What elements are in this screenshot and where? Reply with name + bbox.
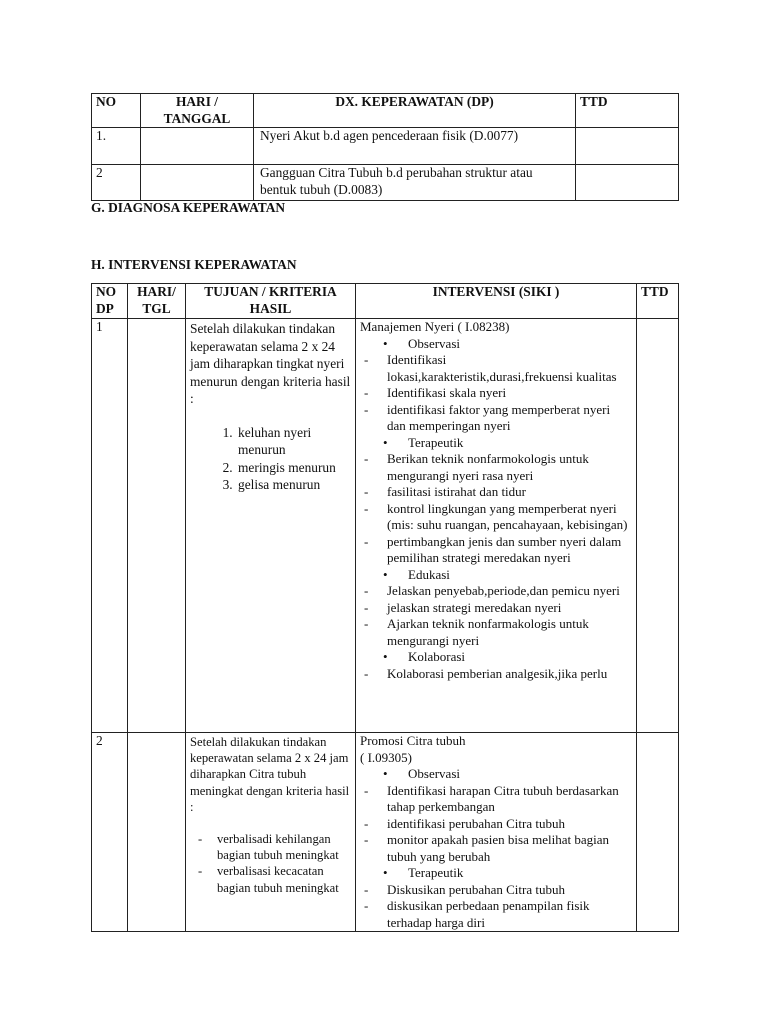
list-item: - identifikasi perubahan Citra tubuh xyxy=(364,815,565,831)
header-dx: DX. KEPERAWATAN (DP) xyxy=(254,94,576,128)
header-no: NO xyxy=(92,94,141,128)
category-heading: • Kolaborasi xyxy=(383,649,466,664)
bullet-icon: • xyxy=(383,865,388,880)
criteria-list xyxy=(190,424,351,494)
list-item: - Identifikasi harapan Citra tubuh berdasarkan tahap perkembangan xyxy=(364,782,619,814)
row-sign xyxy=(637,319,679,733)
intervention-cell xyxy=(356,733,637,932)
category-heading: • Observasi xyxy=(383,335,460,351)
goal-intro: Setelah dilakukan tindakan keperawatan selama 2 x 24 jam diharapkan Citra tubuh meningkat dengan kriteria hasil : xyxy=(190,735,350,814)
header-day-date: HARI/ TGL xyxy=(128,284,186,319)
row-day xyxy=(141,128,254,165)
list-item: - verbalisasi kecacatan bagian tubuh meningkat xyxy=(190,863,351,895)
intervention-code: ( I.09305) xyxy=(360,749,412,765)
intervention-title: Promosi Citra tubuh xyxy=(360,733,466,748)
intervention-table-header xyxy=(92,284,679,319)
bullet-icon: • xyxy=(383,649,388,664)
category-heading: • Terapeutik xyxy=(383,434,464,450)
list-item: - Kolaborasi pemberian analgesik,jika perlu xyxy=(364,665,608,681)
section-title-intervention: H. INTERVENSI KEPERAWATAN xyxy=(91,257,297,272)
list-item: 2. meringis menurun xyxy=(236,459,351,477)
list-item: - Identifikasi skala nyeri xyxy=(364,385,507,400)
header-day: HARI / TANGGAL xyxy=(141,94,254,128)
bullet-icon: • xyxy=(383,766,388,781)
row-sign xyxy=(576,128,679,165)
row-day xyxy=(141,165,254,201)
list-item: - monitor apakah pasien bisa melihat bagian tubuh yang berubah xyxy=(364,832,610,864)
row-sign xyxy=(576,165,679,201)
header-goal: TUJUAN / KRITERIA HASIL xyxy=(186,284,356,319)
table-row xyxy=(92,128,679,165)
header-sign: TTD xyxy=(637,284,679,319)
list-item: - Ajarkan teknik nonfarmakologis untuk mengurangi nyeri xyxy=(364,616,589,648)
goal-cell xyxy=(186,733,356,932)
diagnosis-table xyxy=(91,93,679,201)
list-item: - pertimbangkan jenis dan sumber nyeri dalam pemilihan strategi meredakan nyeri xyxy=(364,533,622,565)
row-no: 1. xyxy=(92,128,141,165)
list-item: 3. gelisa menurun xyxy=(236,476,351,494)
row-day xyxy=(128,733,186,932)
row-no: 1 xyxy=(92,319,128,733)
criteria-list xyxy=(190,831,351,896)
category-heading: • Observasi xyxy=(383,766,460,781)
category-heading: • Edukasi xyxy=(383,566,450,582)
header-intervention: INTERVENSI (SIKI ) xyxy=(356,284,637,319)
goal-intro: Setelah dilakukan tindakan keperawatan selama 2 x 24 jam diharapkan tingkat nyeri menurun dengan kriteria hasil : xyxy=(190,321,351,406)
row-no: 2 xyxy=(92,165,141,201)
table-row xyxy=(92,165,679,201)
list-item: - jelaskan strategi meredakan nyeri xyxy=(364,599,562,615)
intervention-title: Manajemen Nyeri ( I.08238) xyxy=(360,319,510,334)
list-item: - verbalisadi kehilangan bagian tubuh meningkat xyxy=(190,831,351,863)
list-item: - fasilitasi istirahat dan tidur xyxy=(364,484,526,499)
goal-cell xyxy=(186,319,356,733)
row-day xyxy=(128,319,186,733)
list-item: - kontrol lingkungan yang memperberat nyeri (mis: suhu ruangan, pencahayaan, kebisingan) xyxy=(364,500,628,532)
category-heading: • Terapeutik xyxy=(383,865,464,880)
list-item: - diskusikan perbedaan penampilan fisik terhadap harga diri xyxy=(364,898,590,930)
row-dx: Nyeri Akut b.d agen pencederaan fisik (D.0077) xyxy=(254,128,576,165)
list-item: - Jelaskan penyebab,periode,dan pemicu nyeri xyxy=(364,583,620,598)
header-no-dp: NO DP xyxy=(92,284,128,319)
list-item: - identifikasi faktor yang memperberat nyeri dan memperingan nyeri xyxy=(364,401,611,433)
table-row xyxy=(92,733,679,932)
header-sign: TTD xyxy=(576,94,679,128)
bullet-icon: • xyxy=(383,335,388,351)
list-item: - Diskusikan perubahan Citra tubuh xyxy=(364,881,565,897)
row-no: 2 xyxy=(92,733,128,932)
list-item: 1. keluhan nyeri menurun xyxy=(236,424,351,459)
table-row xyxy=(92,319,679,733)
bullet-icon: • xyxy=(383,434,388,450)
list-item: - Identifikasi lokasi,karakteristik,durasi,frekuensi kualitas xyxy=(364,352,617,384)
intervention-table xyxy=(91,283,679,932)
list-item: - Berikan teknik nonfarmokologis untuk mengurangi nyeri rasa nyeri xyxy=(364,451,589,483)
section-title-diagnosis: G. DIAGNOSA KEPERAWATAN xyxy=(91,200,286,215)
diagnosis-table-header xyxy=(92,94,679,128)
bullet-icon: • xyxy=(383,566,388,582)
row-sign xyxy=(637,733,679,932)
row-dx: Gangguan Citra Tubuh b.d perubahan struktur atau bentuk tubuh (D.0083) xyxy=(254,165,576,201)
intervention-cell xyxy=(356,319,637,733)
